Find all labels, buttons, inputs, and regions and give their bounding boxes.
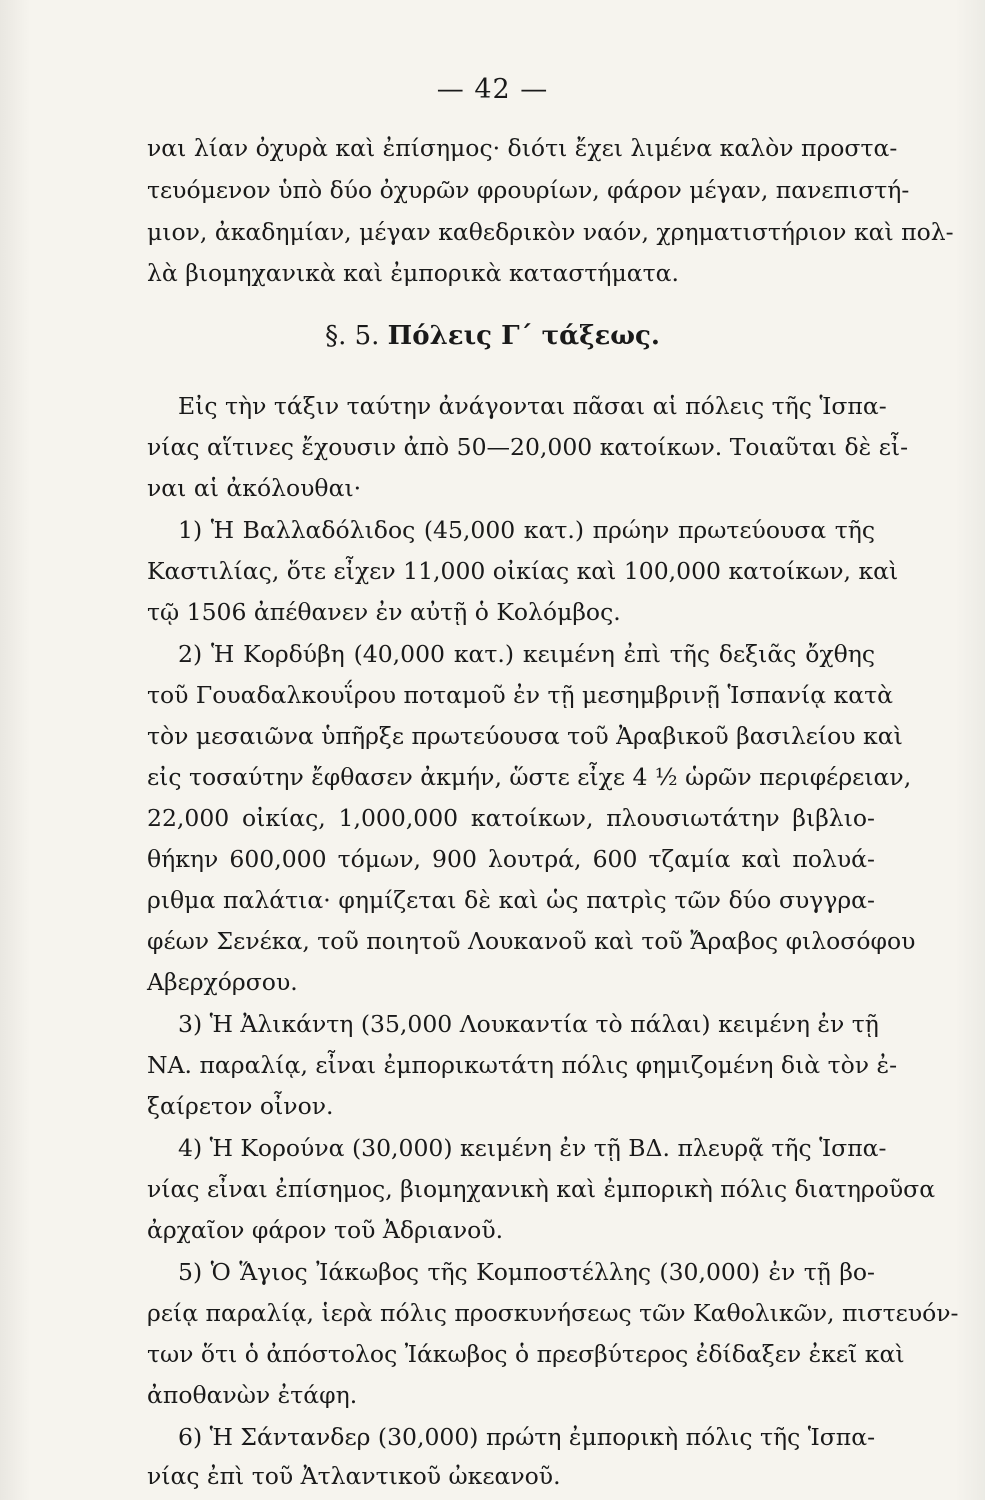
text-line: 4) Ἡ Κορούνα (30,000) κειμένη ἐν τῇ ΒΔ. πλευρᾷ τῆς Ἱσπα-: [178, 1134, 887, 1162]
text-line: 2) Ἡ Κορδύβη (40,000 κατ.) κειμένη ἐπὶ τῆς δεξιᾶς ὄχθης: [178, 640, 875, 668]
text-line: 22,000 οἰκίας, 1,000,000 κατοίκων, πλουσιωτάτην βιβλιο-: [147, 804, 875, 832]
text-line: τευόμενον ὑπὸ δύο ὀχυρῶν φρουρίων, φάρον μέγαν, πανεπιστή-: [147, 176, 910, 204]
text-line: ναι αἱ ἀκόλουθαι·: [147, 474, 362, 502]
text-line: νίας εἶναι ἐπίσημος, βιομηχανικὴ καὶ ἐμπορικὴ πόλις διατηροῦσα: [147, 1175, 936, 1203]
page-number: — 42 —: [436, 74, 549, 105]
text-line: νίας αἵτινες ἔχουσιν ἀπὸ 50—20,000 κατοίκων. Τοιαῦται δὲ εἶ-: [147, 433, 909, 461]
text-line: 1) Ἡ Βαλλαδόλιδος (45,000 κατ.) πρώην πρωτεύουσα τῆς: [178, 516, 875, 544]
text-line: ρείᾳ παραλίᾳ, ἱερὰ πόλις προσκυνήσεως τῶν Καθολικῶν, πιστευόν-: [147, 1299, 959, 1327]
text-line: 6) Ἡ Σάντανδερ (30,000) πρώτη ἐμπορικὴ πόλις τῆς Ἱσπα-: [178, 1423, 876, 1451]
text-line: ξαίρετον οἶνον.: [147, 1092, 334, 1120]
text-line: μιον, ἀκαδημίαν, μέγαν καθεδρικὸν ναόν, χρηματιστήριον καὶ πολ-: [147, 218, 954, 246]
text-line: ἀρχαῖον φάρον τοῦ Ἀδριανοῦ.: [147, 1216, 504, 1244]
text-line: 5) Ὁ Ἅγιος Ἰάκωβος τῆς Κομποστέλλης (30,000) ἐν τῇ βο-: [178, 1258, 875, 1286]
text-line: των ὅτι ὁ ἀπόστολος Ἰάκωβος ὁ πρεσβύτερος ἐδίδαξεν ἐκεῖ καὶ: [147, 1340, 905, 1368]
text-line: τῷ 1506 ἀπέθανεν ἐν αὐτῇ ὁ Κολόμβος.: [147, 598, 621, 626]
text-line: ναι λίαν ὀχυρὰ καὶ ἐπίσημος· διότι ἔχει λιμένα καλὸν προστα-: [147, 134, 898, 162]
section-heading: [0, 316, 985, 356]
section-number: §. 5.: [325, 321, 380, 351]
text-line: εἰς τοσαύτην ἔφθασεν ἀκμήν, ὥστε εἶχε 4 ½ ὡρῶν περιφέρειαν,: [147, 763, 912, 791]
text-line: Καστιλίας, ὅτε εἶχεν 11,000 οἰκίας καὶ 100,000 κατοίκων, καὶ: [147, 557, 899, 585]
text-line: τοῦ Γουαδαλκουΐρου ποταμοῦ ἐν τῇ μεσημβρινῇ Ἱσπανίᾳ κατὰ: [147, 681, 893, 709]
section-title: Πόλεις Γ΄ τάξεως.: [387, 321, 660, 351]
text-line: ΝΑ. παραλίᾳ, εἶναι ἐμπορικωτάτη πόλις φημιζομένη διὰ τὸν ἐ-: [147, 1051, 898, 1079]
text-line: Εἰς τὴν τάξιν ταύτην ἀνάγονται πᾶσαι αἱ πόλεις τῆς Ἱσπα-: [178, 392, 887, 420]
text-line: λὰ βιομηχανικὰ καὶ ἐμπορικὰ καταστήματα.: [147, 259, 679, 287]
text-line: θήκην 600,000 τόμων, 900 λουτρά, 600 τζαμία καὶ πολυά-: [147, 845, 875, 873]
text-line: Αβερχόρσου.: [147, 968, 298, 996]
text-line: ριθμα παλάτια· φημίζεται δὲ καὶ ὡς πατρὶς τῶν δύο συγγρα-: [147, 886, 875, 914]
text-line: ἀποθανὼν ἐτάφη.: [147, 1381, 358, 1409]
text-line: φέων Σενέκα, τοῦ ποιητοῦ Λουκανοῦ καὶ τοῦ Ἄραβος φιλοσόφου: [147, 927, 916, 955]
text-line: νίας ἐπὶ τοῦ Ἀτλαντικοῦ ὠκεανοῦ.: [147, 1462, 561, 1490]
text-line: 3) Ἡ Ἀλικάντη (35,000 Λουκαντία τὸ πάλαι) κειμένη ἐν τῇ: [178, 1010, 879, 1038]
text-line: τὸν μεσαιῶνα ὑπῆρξε πρωτεύουσα τοῦ Ἀραβικοῦ βασιλείου καὶ: [147, 722, 903, 750]
